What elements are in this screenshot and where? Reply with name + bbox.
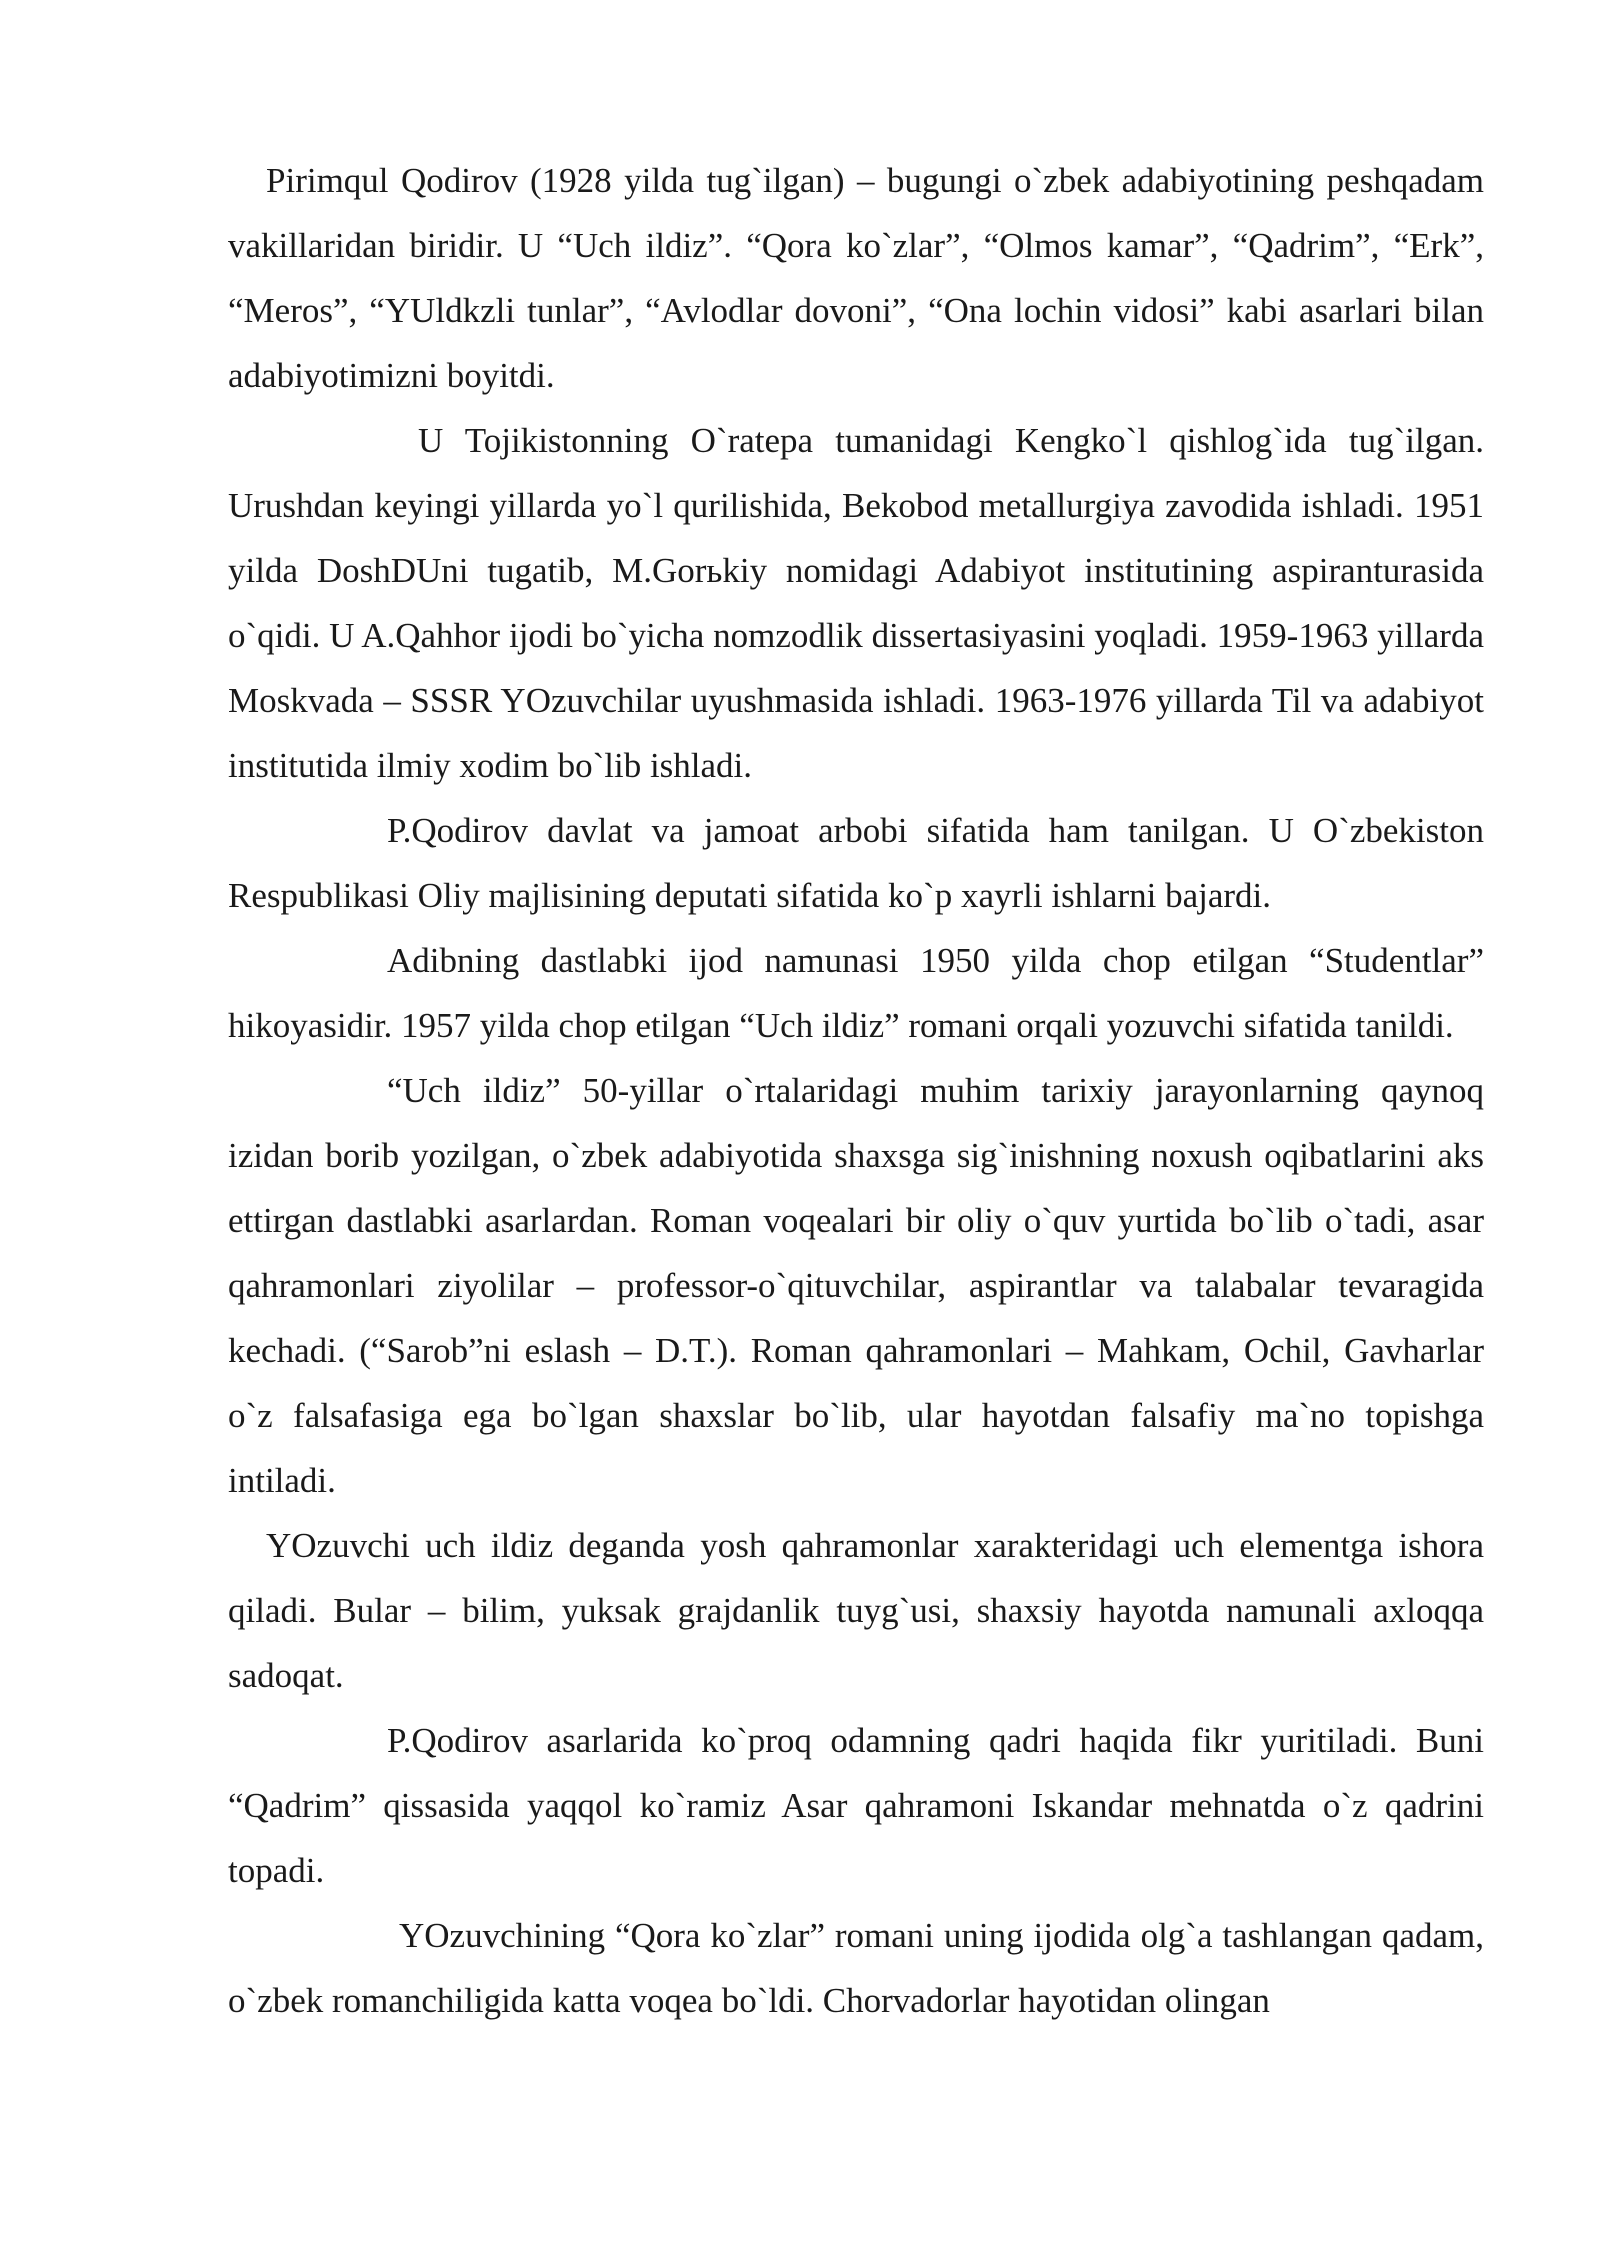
paragraph-public-service: P.Qodirov davlat va jamoat arbobi sifatida ham tanilgan. U O`zbekiston Respublikasi Oliy majlisining deputati sifatida ko`p xayrli ishlarni bajardi. (228, 811, 1484, 915)
paragraph-uch-ildiz: “Uch ildiz” 50-yillar o`rtalaridagi muhim tarixiy jarayonlarning qaynoq izidan borib yozilgan, o`zbek adabiyotida shaxsga sig`inishning noxush oqibatlarini aks ettirgan dastlabki asarlardan. Roman voqealari bir oliy o`quv yurtida bo`lib o`tadi, asar qahramonlari ziyolilar – professor-o`qituvchilar, aspirantlar va talabalar tevaragida kechadi. (“Sarob”ni eslash – D.T.). Roman qahramonlari – Mahkam, Ochil, Gavharlar o`z falsafasiga ega bo`lgan shaxslar bo`lib, ular hayotdan falsafiy ma`no topishga intiladi. (228, 1071, 1484, 1500)
document-body (228, 148, 1484, 2033)
paragraph-qora-kozlar: YOzuvchining “Qora ko`zlar” romani uning ijodida olg`a tashlangan qadam, o`zbek romanchiligida katta voqea bo`ldi. Chorvadorlar hayotidan olingan (228, 1916, 1484, 2020)
paragraph-intro: Pirimqul Qodirov (1928 yilda tug`ilgan) – bugungi o`zbek adabiyotining peshqadam vakillaridan biridir. U “Uch ildiz”. “Qora ko`zlar”, “Olmos kamar”, “Qadrim”, “Erk”, “Meros”, “YUldkzli tunlar”, “Avlodlar dovoni”, “Ona lochin vidosi” kabi asarlari bilan adabiyotimizni boyitdi. (228, 161, 1484, 395)
paragraph-qadrim: P.Qodirov asarlarida ko`proq odamning qadri haqida fikr yuritiladi. Buni “Qadrim” qissasida yaqqol ko`ramiz Asar qahramoni Iskandar mehnatda o`z qadrini topadi. (228, 1721, 1484, 1890)
paragraph-three-roots: YOzuvchi uch ildiz deganda yosh qahramonlar xarakteridagi uch elementga ishora qiladi. Bular – bilim, yuksak grajdanlik tuyg`usi, shaxsiy hayotda namunali axloqqa sadoqat. (228, 1526, 1484, 1695)
paragraph-biography: U Tojikistonning O`ratepa tumanidagi Kengko`l qishlog`ida tug`ilgan. Urushdan keyingi yillarda yo`l qurilishida, Bekobod metallurgiya zavodida ishladi. 1951 yilda DoshDUni tugatib, M.Gorьkiy nomidagi Adabiyot institutining aspiranturasida o`qidi. U A.Qahhor ijodi bo`yicha nomzodlik dissertasiyasini yoqladi. 1959-1963 yillarda Moskvada – SSSR YOzuvchilar uyushmasida ishladi. 1963-1976 yillarda Til va adabiyot institutida ilmiy xodim bo`lib ishladi. (228, 421, 1484, 785)
paragraph-first-works: Adibning dastlabki ijod namunasi 1950 yilda chop etilgan “Studentlar” hikoyasidir. 1957 yilda chop etilgan “Uch ildiz” romani orqali yozuvchi sifatida tanildi. (228, 941, 1484, 1045)
